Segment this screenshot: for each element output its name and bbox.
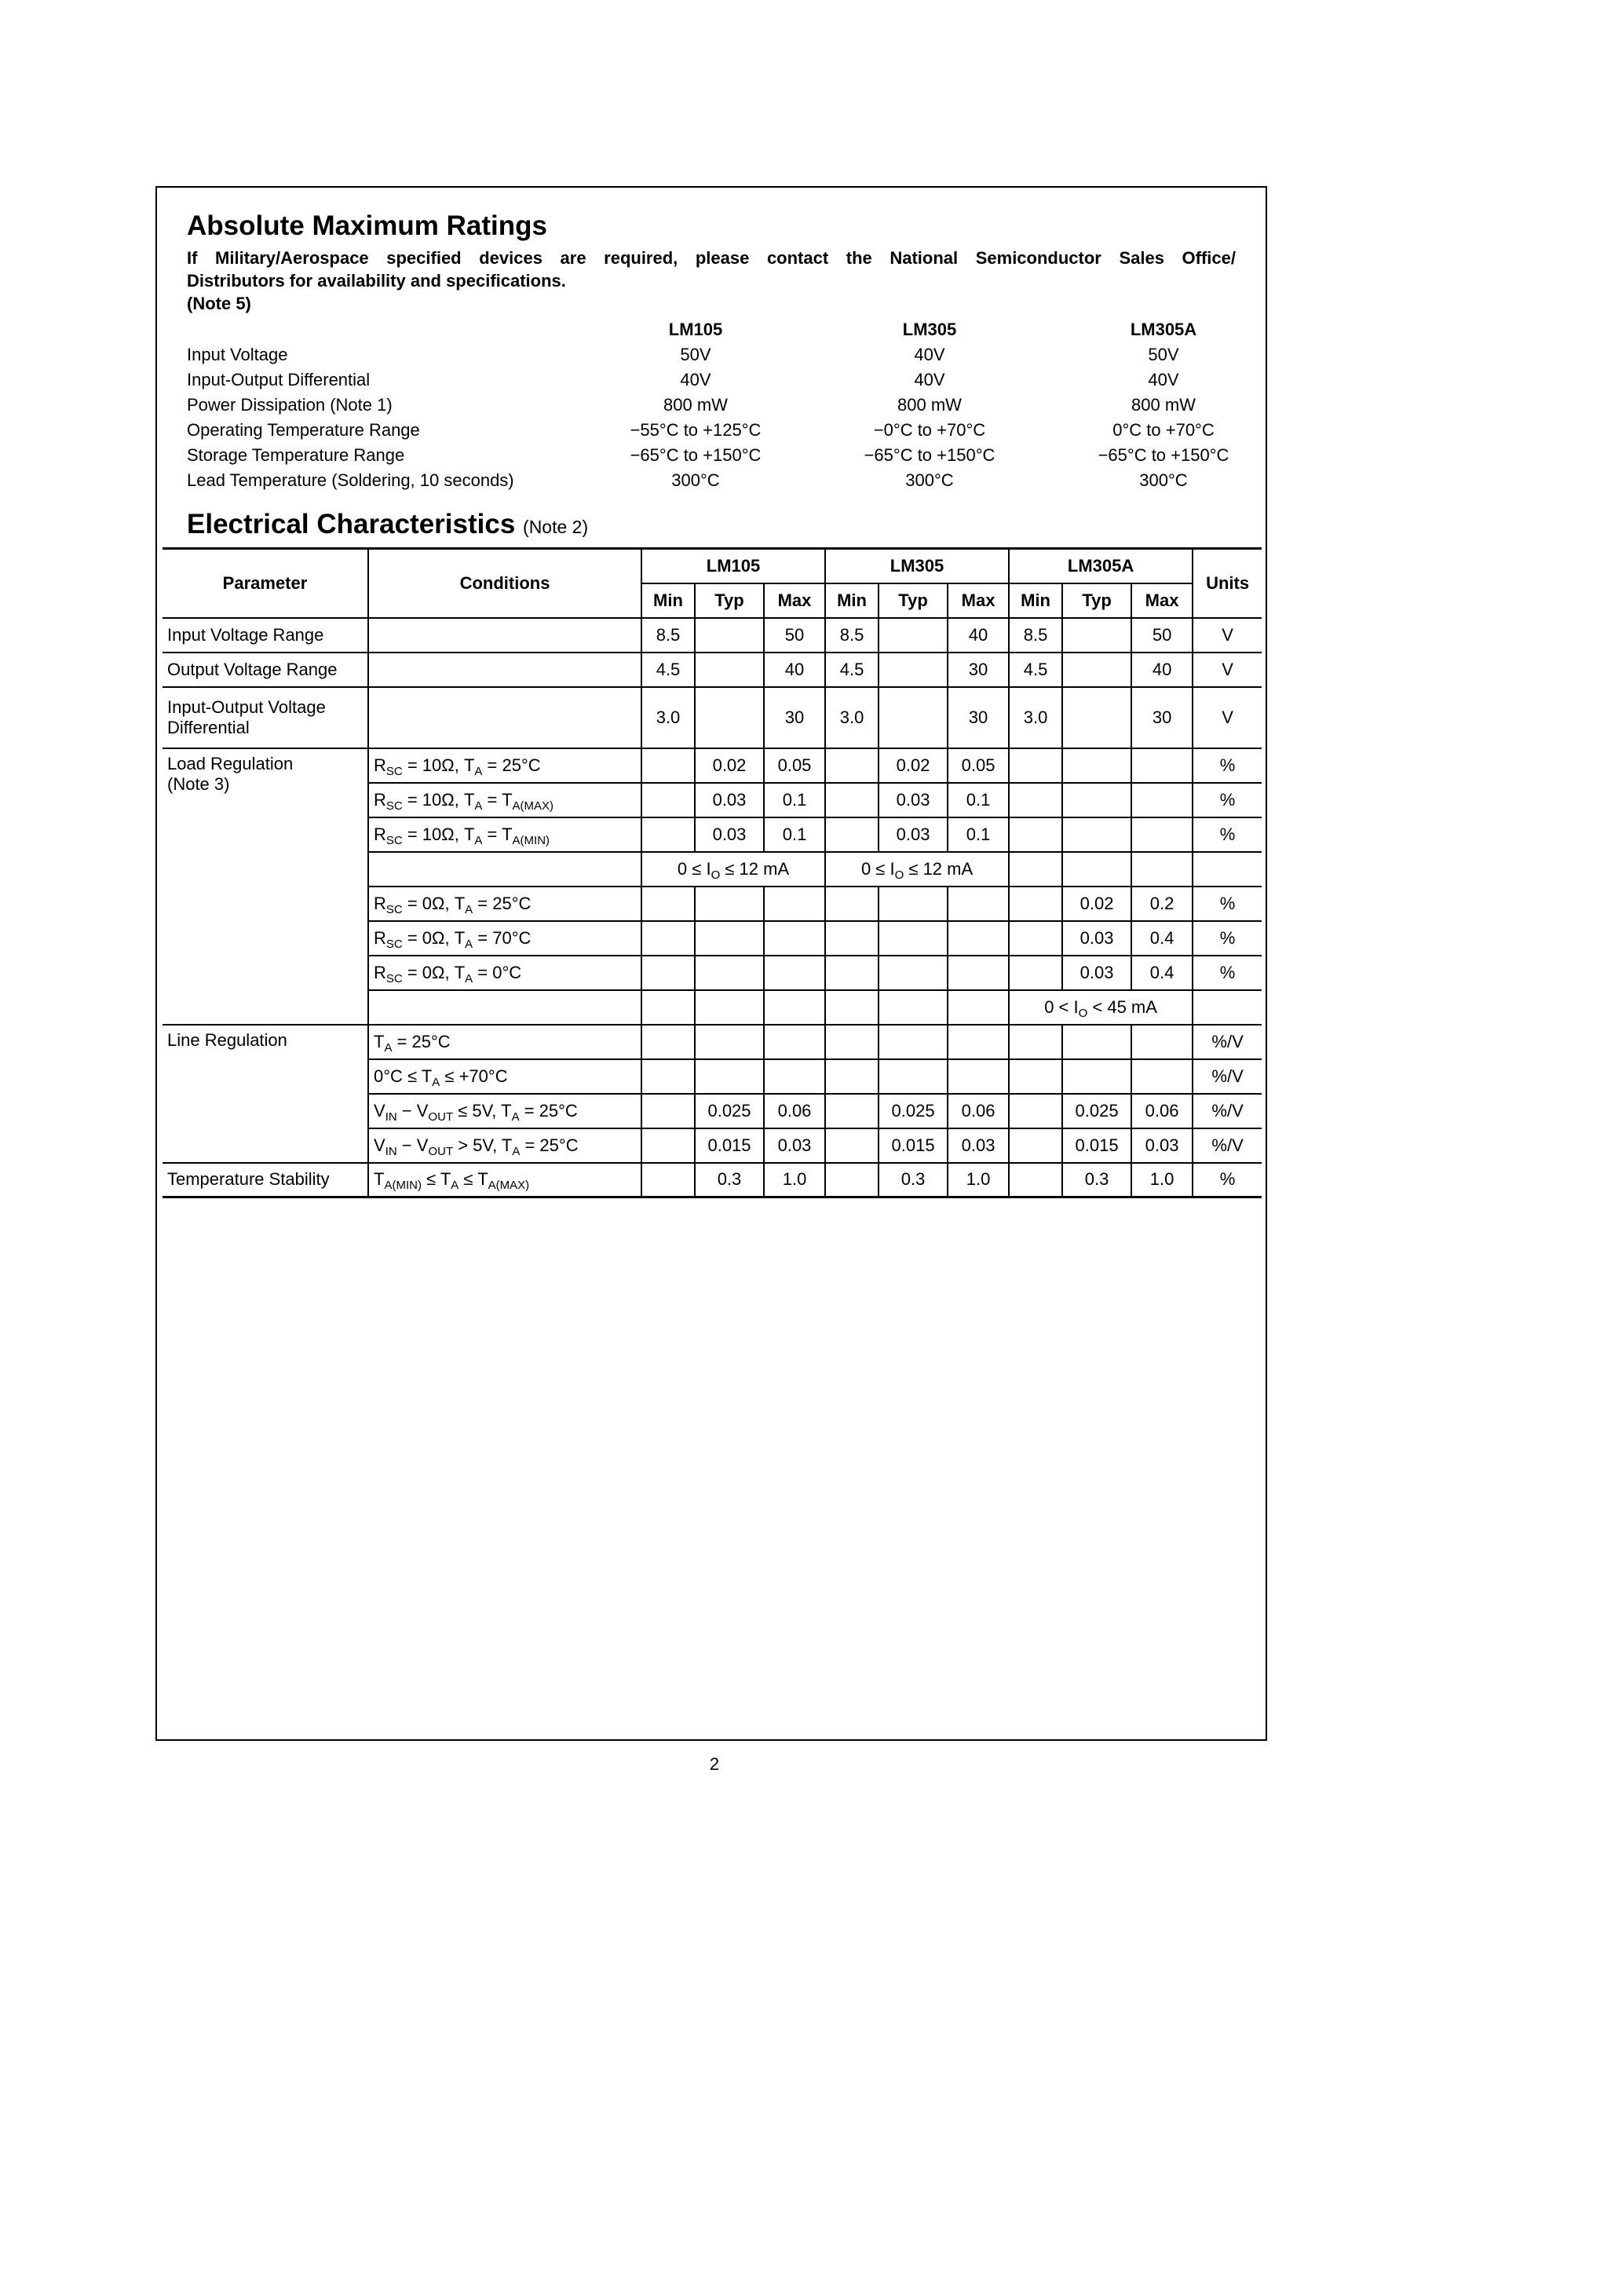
value-cell [1009, 1094, 1062, 1128]
value-cell: 40 [1131, 653, 1193, 687]
value-cell [764, 1025, 825, 1059]
condition-cell [368, 653, 641, 687]
amr-value: 800 mW [1131, 395, 1196, 415]
amr-title: Absolute Maximum Ratings [187, 210, 547, 241]
value-cell [641, 1025, 695, 1059]
amr-value: 40V [680, 370, 711, 389]
header-min: Min [825, 583, 879, 618]
amr-row-label: Input-Output Differential [187, 370, 371, 389]
value-cell: 30 [1131, 687, 1193, 748]
value-cell [1009, 887, 1062, 921]
value-cell: 0.03 [1062, 956, 1131, 990]
header-typ: Typ [695, 583, 764, 618]
value-cell: 0.06 [764, 1094, 825, 1128]
condition-cell: $R_{SC} = 10\Omega$, $T_A = T_{A(MAX)}$ [368, 783, 641, 817]
value-cell: 0.025 [695, 1094, 764, 1128]
param-cell: Input Voltage Range [163, 618, 368, 653]
unit-cell: %/V [1193, 1059, 1262, 1094]
value-cell [695, 653, 764, 687]
value-cell: 0.1 [948, 783, 1009, 817]
value-cell [1009, 748, 1062, 783]
condition-cell: $T_{A(MIN)} \le T_A \le T_{A(MAX)}$ [368, 1163, 641, 1197]
condition-cell: $R_{SC} = 10\Omega$, $T_A = 25^\circ C$ [368, 748, 641, 783]
value-cell [1009, 1059, 1062, 1094]
value-cell [825, 783, 879, 817]
unit-cell: %/V [1193, 1128, 1262, 1163]
condition-cell [368, 990, 641, 1025]
value-cell: 0.05 [764, 748, 825, 783]
amr-value: 300°C [671, 470, 720, 490]
unit-cell: % [1193, 921, 1262, 956]
value-cell: 30 [948, 653, 1009, 687]
amr-value: 300°C [1139, 470, 1188, 490]
table-row [163, 1025, 1262, 1059]
value-cell: 0.1 [948, 817, 1009, 852]
value-cell: 8.5 [825, 618, 879, 653]
value-cell [641, 817, 695, 852]
value-cell: 0.025 [1062, 1094, 1131, 1128]
value-cell [825, 817, 879, 852]
value-cell: 0.05 [948, 748, 1009, 783]
value-cell [695, 1059, 764, 1094]
amr-intro-line1: If Military/Aerospace specified devices are required, please contact the National Semiconductor Sales Office/ [187, 248, 1236, 268]
value-cell: 30 [948, 687, 1009, 748]
condition-cell [368, 618, 641, 653]
value-cell [1009, 852, 1062, 887]
value-cell [825, 956, 879, 990]
value-cell: 50 [764, 618, 825, 653]
value-cell: 0.2 [1131, 887, 1193, 921]
condition-cell: $R_{SC} = 0\Omega$, $T_A = 0^\circ C$ [368, 956, 641, 990]
value-cell [641, 921, 695, 956]
param-cell: Line Regulation [163, 1025, 368, 1163]
header-typ: Typ [1062, 583, 1131, 618]
value-cell: 0.03 [764, 1128, 825, 1163]
current-range-lm105: $0 \le I_O \le 12$ mA [641, 852, 825, 887]
value-cell: 0.015 [695, 1128, 764, 1163]
value-cell: 0.1 [764, 817, 825, 852]
value-cell [1131, 783, 1193, 817]
param-cell [163, 748, 368, 1025]
value-cell [825, 748, 879, 783]
amr-row-label: Power Dissipation (Note 1) [187, 395, 393, 415]
header-max: Max [1131, 583, 1193, 618]
value-cell [641, 956, 695, 990]
header-parameter: Parameter [163, 549, 368, 618]
value-cell: 8.5 [641, 618, 695, 653]
value-cell [764, 887, 825, 921]
value-cell [1062, 748, 1131, 783]
header-lm105: LM105 [641, 549, 825, 583]
value-cell: 3.0 [825, 687, 879, 748]
value-cell [695, 990, 764, 1025]
value-cell [1062, 653, 1131, 687]
condition-cell: $T_A = 25^\circ C$ [368, 1025, 641, 1059]
value-cell [879, 887, 948, 921]
header-lm305a: LM305A [1009, 549, 1193, 583]
condition-cell: $R_{SC} = 0\Omega$, $T_A = 25^\circ C$ [368, 887, 641, 921]
value-cell [825, 1163, 879, 1197]
unit-cell: % [1193, 956, 1262, 990]
amr-row-label: Storage Temperature Range [187, 445, 405, 465]
condition-cell [368, 687, 641, 748]
value-cell [641, 1163, 695, 1197]
value-cell [1062, 1025, 1131, 1059]
value-cell: 0.06 [948, 1094, 1009, 1128]
value-cell: 40 [764, 653, 825, 687]
value-cell: 0.03 [1062, 921, 1131, 956]
value-cell [825, 990, 879, 1025]
value-cell [641, 990, 695, 1025]
value-cell: 0.4 [1131, 921, 1193, 956]
unit-cell: % [1193, 748, 1262, 783]
table-row [163, 748, 1262, 783]
amr-intro-line2: Distributors for availability and specifications. [187, 271, 566, 291]
value-cell [879, 990, 948, 1025]
value-cell: 3.0 [641, 687, 695, 748]
value-cell [641, 1094, 695, 1128]
unit-cell: % [1193, 783, 1262, 817]
table-header-row [163, 549, 1262, 583]
value-cell [1062, 687, 1131, 748]
value-cell [879, 687, 948, 748]
value-cell [825, 1094, 879, 1128]
page-number: 2 [709, 1754, 720, 1774]
value-cell: 0.015 [1062, 1128, 1131, 1163]
condition-cell [368, 852, 641, 887]
value-cell [695, 887, 764, 921]
current-range-lm305a: $0 < I_O < 45$ mA [1009, 990, 1193, 1025]
value-cell [825, 1059, 879, 1094]
value-cell [695, 687, 764, 748]
value-cell [1062, 852, 1131, 887]
amr-row-label: Operating Temperature Range [187, 420, 420, 440]
amr-value: 0°C to +70°C [1112, 420, 1215, 440]
value-cell: 0.025 [879, 1094, 948, 1128]
amr-value: −0°C to +70°C [873, 420, 986, 440]
value-cell [1131, 748, 1193, 783]
value-cell: 0.3 [879, 1163, 948, 1197]
header-max: Max [764, 583, 825, 618]
value-cell [1131, 817, 1193, 852]
table-row [163, 1163, 1262, 1197]
amr-intro [187, 247, 1236, 315]
ec-title [187, 509, 588, 543]
value-cell [948, 1059, 1009, 1094]
value-cell [695, 1025, 764, 1059]
value-cell [1009, 1128, 1062, 1163]
header-conditions: Conditions [368, 549, 641, 618]
ec-title-text: Electrical Characteristics [187, 509, 516, 539]
ec-title-note: (Note 2) [523, 517, 589, 537]
value-cell [1009, 817, 1062, 852]
value-cell [1009, 1163, 1062, 1197]
value-cell [641, 887, 695, 921]
value-cell [1131, 1059, 1193, 1094]
value-cell: 8.5 [1009, 618, 1062, 653]
unit-cell: %/V [1193, 1094, 1262, 1128]
amr-note: (Note 5) [187, 294, 251, 313]
value-cell [879, 1025, 948, 1059]
value-cell: 30 [764, 687, 825, 748]
value-cell [1062, 618, 1131, 653]
value-cell: 50 [1131, 618, 1193, 653]
value-cell [764, 990, 825, 1025]
header-typ: Typ [879, 583, 948, 618]
value-cell: 0.06 [1131, 1094, 1193, 1128]
param-cell [163, 687, 368, 748]
value-cell: 0.4 [1131, 956, 1193, 990]
amr-col-lm105: LM105 [668, 320, 723, 339]
amr-row-label: Input Voltage [187, 345, 288, 364]
value-cell [695, 956, 764, 990]
value-cell [879, 653, 948, 687]
value-cell: 0.03 [695, 783, 764, 817]
amr-value: −65°C to +150°C [864, 445, 995, 465]
table-row [163, 618, 1262, 653]
value-cell: 0.03 [1131, 1128, 1193, 1163]
value-cell [948, 956, 1009, 990]
condition-cell: $R_{SC} = 10\Omega$, $T_A = T_{A(MIN)}$ [368, 817, 641, 852]
value-cell [1009, 921, 1062, 956]
range-text: 0 < I [1044, 996, 1079, 1017]
amr-value: −65°C to +150°C [630, 445, 762, 465]
unit-cell: V [1193, 687, 1262, 748]
header-min: Min [641, 583, 695, 618]
value-cell [825, 887, 879, 921]
range-text: 0 ≤ I [677, 858, 711, 879]
value-cell: 40 [948, 618, 1009, 653]
value-cell: 0.3 [1062, 1163, 1131, 1197]
amr-col-lm305: LM305 [902, 320, 957, 339]
amr-col-lm305a: LM305A [1130, 320, 1197, 339]
value-cell: 1.0 [764, 1163, 825, 1197]
value-cell: 3.0 [1009, 687, 1062, 748]
range-text-tail: ≤ 12 mA [720, 858, 790, 879]
value-cell: 0.02 [1062, 887, 1131, 921]
header-max: Max [948, 583, 1009, 618]
unit-cell [1193, 990, 1262, 1025]
header-units: Units [1193, 549, 1262, 618]
header-lm305: LM305 [825, 549, 1009, 583]
value-cell: 4.5 [825, 653, 879, 687]
unit-cell: %/V [1193, 1025, 1262, 1059]
amr-value: 50V [1148, 345, 1179, 364]
value-cell: 0.1 [764, 783, 825, 817]
value-cell: 0.02 [695, 748, 764, 783]
value-cell [948, 1025, 1009, 1059]
value-cell [641, 783, 695, 817]
condition-cell: $R_{SC} = 0\Omega$, $T_A = 70^\circ C$ [368, 921, 641, 956]
value-cell [879, 618, 948, 653]
value-cell [695, 618, 764, 653]
electrical-characteristics-table [163, 547, 1262, 1198]
unit-cell [1193, 852, 1262, 887]
value-cell: 0.02 [879, 748, 948, 783]
param-line: Load Regulation [167, 753, 294, 773]
range-text-tail: ≤ 12 mA [904, 858, 974, 879]
value-cell [1009, 1025, 1062, 1059]
param-line: Differential [167, 717, 250, 737]
amr-value: 40V [914, 370, 945, 389]
amr-value: 40V [914, 345, 945, 364]
table-row [163, 687, 1262, 748]
value-cell: 0.03 [879, 817, 948, 852]
value-cell: 4.5 [641, 653, 695, 687]
value-cell [641, 748, 695, 783]
value-cell [1062, 783, 1131, 817]
value-cell: 0.015 [879, 1128, 948, 1163]
unit-cell: % [1193, 887, 1262, 921]
header-min: Min [1009, 583, 1062, 618]
value-cell [1009, 783, 1062, 817]
value-cell [948, 990, 1009, 1025]
value-cell [764, 1059, 825, 1094]
current-range-lm305: $0 \le I_O \le 12$ mA [825, 852, 1009, 887]
value-cell [948, 887, 1009, 921]
value-cell [825, 1128, 879, 1163]
amr-value: 50V [680, 345, 711, 364]
value-cell: 0.3 [695, 1163, 764, 1197]
value-cell: 1.0 [1131, 1163, 1193, 1197]
unit-cell: V [1193, 618, 1262, 653]
unit-cell: V [1193, 653, 1262, 687]
param-line: Input-Output Voltage [167, 696, 326, 717]
value-cell [764, 956, 825, 990]
amr-value: 800 mW [897, 395, 962, 415]
value-cell [1062, 817, 1131, 852]
value-cell [879, 921, 948, 956]
value-cell [1009, 956, 1062, 990]
amr-row-label: Lead Temperature (Soldering, 10 seconds) [187, 470, 514, 490]
condition-cell: $V_{IN} - V_{OUT} > 5V$, $T_A = 25^\circ C$ [368, 1128, 641, 1163]
value-cell: 4.5 [1009, 653, 1062, 687]
value-cell [641, 1059, 695, 1094]
amr-value: 40V [1148, 370, 1179, 389]
value-cell: 1.0 [948, 1163, 1009, 1197]
param-cell: Temperature Stability [163, 1163, 368, 1197]
value-cell: 0.03 [695, 817, 764, 852]
condition-cell: $V_{IN} - V_{OUT} \le 5V$, $T_A = 25^\circ C$ [368, 1094, 641, 1128]
amr-value: 300°C [905, 470, 954, 490]
value-cell [879, 1059, 948, 1094]
amr-value: 800 mW [663, 395, 728, 415]
value-cell: 0.03 [948, 1128, 1009, 1163]
value-cell [825, 1025, 879, 1059]
table-row [163, 653, 1262, 687]
value-cell: 0.03 [879, 783, 948, 817]
value-cell [879, 956, 948, 990]
value-cell [695, 921, 764, 956]
unit-cell: % [1193, 817, 1262, 852]
amr-value: −55°C to +125°C [630, 420, 762, 440]
range-text: 0 ≤ I [860, 858, 895, 879]
value-cell [825, 921, 879, 956]
value-cell [764, 921, 825, 956]
range-text-tail: < 45 mA [1087, 996, 1157, 1017]
amr-value: −65°C to +150°C [1098, 445, 1229, 465]
value-cell [1131, 1025, 1193, 1059]
unit-cell: % [1193, 1163, 1262, 1197]
value-cell [641, 1128, 695, 1163]
value-cell [948, 921, 1009, 956]
condition-cell: $0^\circ C \le T_A \le +70^\circ C$ [368, 1059, 641, 1094]
param-line: (Note 3) [167, 773, 230, 794]
value-cell [1131, 852, 1193, 887]
value-cell [1062, 1059, 1131, 1094]
param-cell: Output Voltage Range [163, 653, 368, 687]
